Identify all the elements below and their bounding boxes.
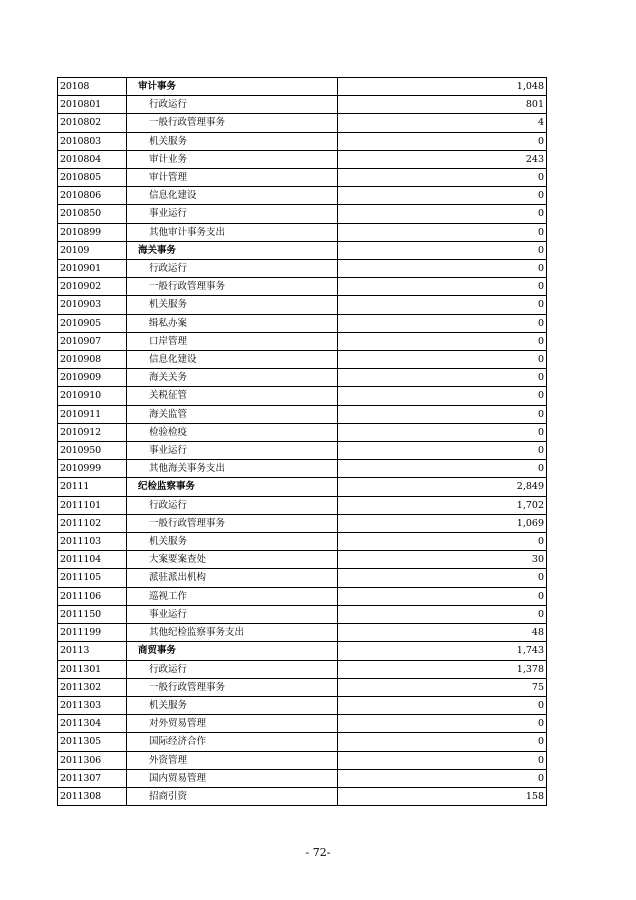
item-name-cell: 审计管理 xyxy=(127,169,338,187)
amount-cell: 0 xyxy=(338,369,547,387)
page-number: - 72- xyxy=(305,846,331,859)
item-name-cell: 招商引资 xyxy=(127,787,338,805)
item-code-cell: 2010901 xyxy=(58,260,127,278)
amount-cell: 2,849 xyxy=(338,478,547,496)
amount-cell: 0 xyxy=(338,769,547,787)
amount-cell: 0 xyxy=(338,387,547,405)
amount-cell: 0 xyxy=(338,260,547,278)
table-row xyxy=(58,205,547,223)
item-code-cell: 2011101 xyxy=(58,496,127,514)
amount-cell: 0 xyxy=(338,569,547,587)
table-row xyxy=(58,751,547,769)
item-code-cell: 2011150 xyxy=(58,605,127,623)
item-name-cell: 海关关务 xyxy=(127,369,338,387)
budget-table xyxy=(57,77,547,806)
table-row xyxy=(58,769,547,787)
item-code-cell: 2011307 xyxy=(58,769,127,787)
item-name-cell: 审计业务 xyxy=(127,150,338,168)
table-row xyxy=(58,169,547,187)
amount-cell: 0 xyxy=(338,241,547,259)
table-row xyxy=(58,442,547,460)
item-code-cell: 2010911 xyxy=(58,405,127,423)
amount-cell: 1,048 xyxy=(338,78,547,96)
item-code-cell: 2010850 xyxy=(58,205,127,223)
item-code-cell: 2010909 xyxy=(58,369,127,387)
item-code-cell: 2011304 xyxy=(58,715,127,733)
item-name-cell: 其他海关事务支出 xyxy=(127,460,338,478)
item-code-cell: 2010899 xyxy=(58,223,127,241)
amount-cell: 75 xyxy=(338,678,547,696)
item-code-cell: 2011106 xyxy=(58,587,127,605)
item-code-cell: 2010905 xyxy=(58,314,127,332)
item-name-cell: 机关服务 xyxy=(127,296,338,314)
item-code-cell: 2011102 xyxy=(58,514,127,532)
amount-cell: 0 xyxy=(338,296,547,314)
item-code-cell: 20108 xyxy=(58,78,127,96)
item-name-cell: 关税征管 xyxy=(127,387,338,405)
table-row xyxy=(58,587,547,605)
amount-cell: 0 xyxy=(338,460,547,478)
amount-cell: 1,378 xyxy=(338,660,547,678)
item-code-cell: 2010950 xyxy=(58,442,127,460)
table-row xyxy=(58,132,547,150)
item-code-cell: 2010801 xyxy=(58,96,127,114)
amount-cell: 1,069 xyxy=(338,514,547,532)
amount-cell: 0 xyxy=(338,132,547,150)
item-name-cell: 信息化建设 xyxy=(127,187,338,205)
item-code-cell: 2011105 xyxy=(58,569,127,587)
item-name-cell: 行政运行 xyxy=(127,260,338,278)
amount-cell: 30 xyxy=(338,551,547,569)
table-row xyxy=(58,514,547,532)
amount-cell: 0 xyxy=(338,605,547,623)
item-name-cell: 行政运行 xyxy=(127,660,338,678)
item-code-cell: 2010908 xyxy=(58,351,127,369)
amount-cell: 0 xyxy=(338,314,547,332)
amount-cell: 0 xyxy=(338,715,547,733)
item-name-cell: 外资管理 xyxy=(127,751,338,769)
item-name-cell: 海关事务 xyxy=(127,241,338,259)
amount-cell: 801 xyxy=(338,96,547,114)
table-row xyxy=(58,551,547,569)
item-name-cell: 行政运行 xyxy=(127,96,338,114)
amount-cell: 243 xyxy=(338,150,547,168)
budget-table-body xyxy=(58,78,547,806)
table-row xyxy=(58,150,547,168)
category-row xyxy=(58,642,547,660)
item-code-cell: 2010805 xyxy=(58,169,127,187)
table-row xyxy=(58,733,547,751)
table-row xyxy=(58,787,547,805)
table-row xyxy=(58,696,547,714)
category-row xyxy=(58,78,547,96)
item-name-cell: 机关服务 xyxy=(127,696,338,714)
amount-cell: 0 xyxy=(338,278,547,296)
item-code-cell: 2010803 xyxy=(58,132,127,150)
item-name-cell: 派驻派出机构 xyxy=(127,569,338,587)
table-row xyxy=(58,296,547,314)
item-name-cell: 大案要案查处 xyxy=(127,551,338,569)
item-code-cell: 2011306 xyxy=(58,751,127,769)
table-row xyxy=(58,187,547,205)
item-name-cell: 一般行政管理事务 xyxy=(127,678,338,696)
amount-cell: 0 xyxy=(338,351,547,369)
amount-cell: 0 xyxy=(338,205,547,223)
table-row xyxy=(58,660,547,678)
item-code-cell: 2010902 xyxy=(58,278,127,296)
item-code-cell: 2011301 xyxy=(58,660,127,678)
table-row xyxy=(58,351,547,369)
item-name-cell: 检验检疫 xyxy=(127,423,338,441)
item-name-cell: 商贸事务 xyxy=(127,642,338,660)
amount-cell: 158 xyxy=(338,787,547,805)
table-row xyxy=(58,678,547,696)
table-row xyxy=(58,260,547,278)
item-name-cell: 一般行政管理事务 xyxy=(127,514,338,532)
table-row xyxy=(58,314,547,332)
amount-cell: 0 xyxy=(338,442,547,460)
table-row xyxy=(58,332,547,350)
item-name-cell: 巡视工作 xyxy=(127,587,338,605)
amount-cell: 0 xyxy=(338,733,547,751)
item-code-cell: 2010912 xyxy=(58,423,127,441)
table-row xyxy=(58,605,547,623)
amount-cell: 4 xyxy=(338,114,547,132)
item-code-cell: 2011308 xyxy=(58,787,127,805)
item-code-cell: 2010999 xyxy=(58,460,127,478)
amount-cell: 0 xyxy=(338,533,547,551)
item-name-cell: 机关服务 xyxy=(127,533,338,551)
item-code-cell: 20109 xyxy=(58,241,127,259)
table-row xyxy=(58,405,547,423)
item-name-cell: 一般行政管理事务 xyxy=(127,114,338,132)
item-name-cell: 口岸管理 xyxy=(127,332,338,350)
amount-cell: 1,702 xyxy=(338,496,547,514)
item-code-cell: 2010907 xyxy=(58,332,127,350)
table-row xyxy=(58,387,547,405)
item-code-cell: 2011103 xyxy=(58,533,127,551)
table-row xyxy=(58,496,547,514)
item-name-cell: 事业运行 xyxy=(127,205,338,223)
item-name-cell: 国际经济合作 xyxy=(127,733,338,751)
item-name-cell: 信息化建设 xyxy=(127,351,338,369)
item-code-cell: 2010910 xyxy=(58,387,127,405)
table-row xyxy=(58,569,547,587)
item-code-cell: 2010806 xyxy=(58,187,127,205)
item-name-cell: 事业运行 xyxy=(127,442,338,460)
item-code-cell: 2011305 xyxy=(58,733,127,751)
table-row xyxy=(58,423,547,441)
table-row xyxy=(58,114,547,132)
item-code-cell: 2011303 xyxy=(58,696,127,714)
item-code-cell: 2011199 xyxy=(58,624,127,642)
amount-cell: 0 xyxy=(338,187,547,205)
item-name-cell: 对外贸易管理 xyxy=(127,715,338,733)
amount-cell: 0 xyxy=(338,587,547,605)
item-name-cell: 事业运行 xyxy=(127,605,338,623)
table-row xyxy=(58,278,547,296)
item-name-cell: 机关服务 xyxy=(127,132,338,150)
amount-cell: 0 xyxy=(338,751,547,769)
table-row xyxy=(58,460,547,478)
amount-cell: 0 xyxy=(338,332,547,350)
amount-cell: 48 xyxy=(338,624,547,642)
item-code-cell: 2011104 xyxy=(58,551,127,569)
item-code-cell: 2011302 xyxy=(58,678,127,696)
item-name-cell: 其他纪检监察事务支出 xyxy=(127,624,338,642)
table-row xyxy=(58,96,547,114)
item-name-cell: 国内贸易管理 xyxy=(127,769,338,787)
item-name-cell: 行政运行 xyxy=(127,496,338,514)
item-code-cell: 20113 xyxy=(58,642,127,660)
amount-cell: 0 xyxy=(338,169,547,187)
item-name-cell: 一般行政管理事务 xyxy=(127,278,338,296)
item-code-cell: 2010903 xyxy=(58,296,127,314)
amount-cell: 1,743 xyxy=(338,642,547,660)
item-code-cell: 20111 xyxy=(58,478,127,496)
item-code-cell: 2010802 xyxy=(58,114,127,132)
table-row xyxy=(58,223,547,241)
table-row xyxy=(58,369,547,387)
item-name-cell: 审计事务 xyxy=(127,78,338,96)
table-row xyxy=(58,624,547,642)
category-row xyxy=(58,241,547,259)
item-name-cell: 其他审计事务支出 xyxy=(127,223,338,241)
item-code-cell: 2010804 xyxy=(58,150,127,168)
item-name-cell: 海关监管 xyxy=(127,405,338,423)
table-row xyxy=(58,715,547,733)
item-name-cell: 缉私办案 xyxy=(127,314,338,332)
amount-cell: 0 xyxy=(338,223,547,241)
amount-cell: 0 xyxy=(338,405,547,423)
amount-cell: 0 xyxy=(338,423,547,441)
table-row xyxy=(58,533,547,551)
item-name-cell: 纪检监察事务 xyxy=(127,478,338,496)
category-row xyxy=(58,478,547,496)
amount-cell: 0 xyxy=(338,696,547,714)
